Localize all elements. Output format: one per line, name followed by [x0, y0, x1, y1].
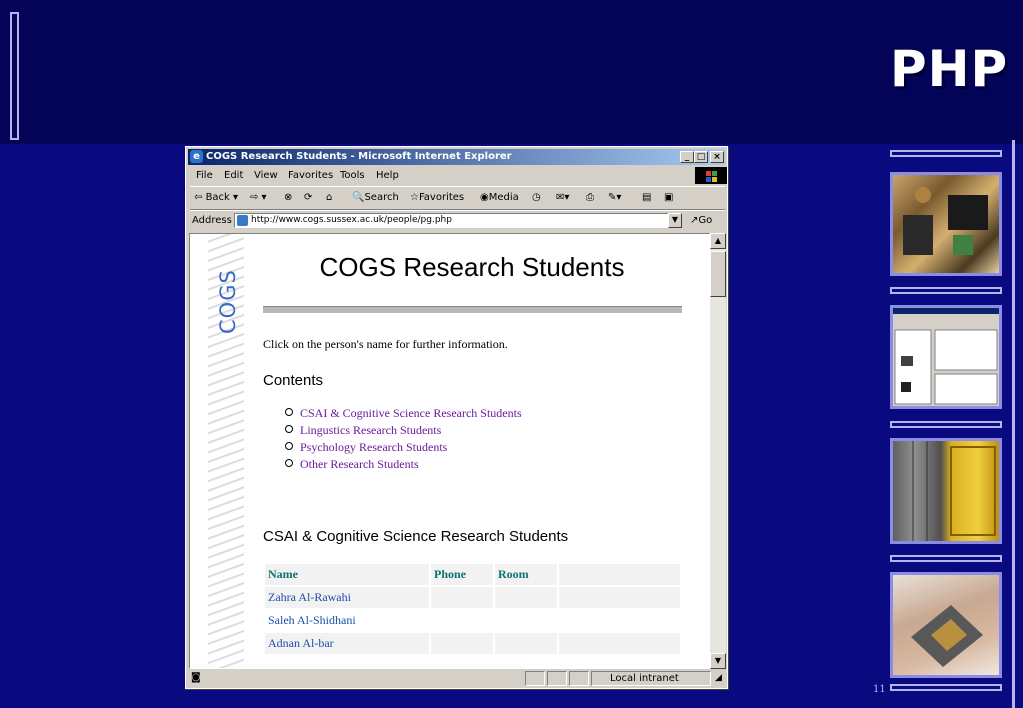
favorites-button[interactable]: ☆Favorites — [410, 192, 465, 203]
forward-button[interactable]: ⇨ ▾ — [250, 192, 267, 203]
discuss-icon[interactable]: ▤ — [642, 192, 652, 203]
address-value: http://www.cogs.sussex.ac.uk/people/pg.php — [251, 215, 452, 225]
link-csai[interactable]: CSAI & Cognitive Science Research Students — [300, 406, 522, 420]
list-item — [285, 440, 522, 457]
history-icon[interactable]: ◷ — [532, 192, 541, 203]
extra-cell — [559, 587, 680, 608]
student-name-link[interactable]: Adnan Al-bar — [265, 633, 429, 654]
media-button[interactable]: ◉Media — [480, 192, 519, 203]
phone-cell — [431, 587, 493, 608]
page-heading: COGS Research Students — [319, 252, 625, 282]
rail-divider — [890, 555, 1002, 562]
horizontal-rule — [263, 306, 682, 313]
menu-file[interactable]: File — [196, 170, 213, 181]
student-name-link[interactable]: Zahra Al-Rawahi — [265, 587, 429, 608]
menu-bar — [190, 167, 725, 184]
back-label: Back — [205, 192, 230, 203]
rail-divider — [890, 287, 1002, 294]
table-header-row — [265, 564, 680, 585]
col-header-name: Name — [265, 564, 429, 585]
address-bar — [190, 210, 725, 231]
refresh-icon[interactable]: ⟳ — [304, 192, 313, 203]
left-bracket-decoration — [10, 12, 19, 140]
favorites-label: Favorites — [418, 192, 465, 203]
rail-divider — [890, 150, 1002, 157]
table-row — [265, 633, 680, 654]
close-button[interactable]: × — [710, 151, 724, 163]
phone-cell — [431, 633, 493, 654]
slide-title: PHP — [890, 40, 1009, 98]
rail-divider — [890, 684, 1002, 691]
software-screenshot-image — [893, 308, 999, 406]
bullet-icon — [285, 408, 293, 416]
scroll-up-button[interactable]: ▲ — [710, 233, 726, 249]
page-status-icon: ◙ — [191, 672, 201, 683]
window-title: COGS Research Students - Microsoft Internet Explorer — [206, 151, 512, 162]
col-header-phone: Phone — [431, 564, 493, 585]
processor-image — [893, 575, 999, 675]
status-cell — [525, 671, 545, 686]
browser-window — [185, 146, 728, 689]
search-label: Search — [364, 192, 399, 203]
menu-edit[interactable]: Edit — [224, 170, 244, 181]
bullet-icon — [285, 425, 293, 433]
rail-divider — [890, 421, 1002, 428]
chip-die-thumbnail — [890, 438, 1002, 544]
room-cell — [495, 633, 557, 654]
go-button[interactable]: ↗Go — [690, 215, 713, 226]
circuit-board-image — [893, 175, 999, 273]
list-item — [285, 406, 522, 423]
bullet-icon — [285, 459, 293, 467]
security-zone — [591, 671, 711, 686]
table-row — [265, 587, 680, 608]
list-item — [285, 457, 522, 474]
address-input[interactable] — [234, 213, 682, 228]
circuit-board-thumbnail — [890, 172, 1002, 276]
go-label: Go — [698, 215, 713, 226]
status-cell — [547, 671, 567, 686]
address-label: Address — [192, 215, 232, 226]
table-row — [265, 610, 680, 631]
edit-icon[interactable]: ✎▾ — [608, 192, 622, 203]
media-label: Media — [488, 192, 519, 203]
maximize-button[interactable]: □ — [694, 151, 708, 163]
cogs-side-logo: COGS — [216, 269, 240, 334]
intro-text: Click on the person's name for further information. — [263, 337, 508, 351]
address-dropdown-button[interactable]: ▼ — [668, 213, 682, 228]
slide-page-number: 11 — [873, 684, 886, 695]
zone-label: Local intranet — [610, 673, 679, 684]
slide-header-band — [0, 0, 1023, 144]
software-window-thumbnail — [890, 305, 1002, 409]
page-viewport — [189, 233, 710, 669]
link-linguistics[interactable]: Lingustics Research Students — [300, 423, 442, 437]
status-cell — [569, 671, 589, 686]
windows-logo-icon — [695, 167, 727, 184]
ie-logo-icon: e — [190, 150, 203, 163]
menu-favorites[interactable]: Favorites — [288, 170, 334, 181]
extra-cell — [559, 610, 680, 631]
contents-heading: Contents — [263, 372, 324, 389]
messenger-icon[interactable]: ▣ — [664, 192, 674, 203]
page-icon — [237, 215, 248, 226]
processor-in-hand-thumbnail — [890, 572, 1002, 678]
menu-view[interactable]: View — [254, 170, 278, 181]
home-icon[interactable]: ⌂ — [326, 192, 333, 203]
menu-help[interactable]: Help — [376, 170, 399, 181]
resize-grip-icon[interactable]: ◢ — [715, 673, 722, 683]
link-other[interactable]: Other Research Students — [300, 457, 419, 471]
vertical-scrollbar[interactable] — [710, 233, 726, 669]
list-item — [285, 423, 522, 440]
room-cell — [495, 610, 557, 631]
back-button[interactable]: ⇦ Back ▾ — [194, 192, 239, 203]
bullet-icon — [285, 442, 293, 450]
menu-tools[interactable]: Tools — [340, 170, 365, 181]
section-heading: CSAI & Cognitive Science Research Students — [263, 528, 569, 545]
scroll-down-button[interactable]: ▼ — [710, 653, 726, 669]
scroll-thumb[interactable] — [710, 251, 726, 297]
toolbar — [190, 186, 725, 210]
search-button[interactable]: 🔍Search — [352, 192, 399, 203]
phone-cell — [431, 610, 493, 631]
room-cell — [495, 587, 557, 608]
stop-icon[interactable]: ⊗ — [284, 192, 293, 203]
print-icon[interactable]: ⎙ — [586, 192, 594, 203]
contents-list — [285, 406, 522, 474]
extra-cell — [559, 633, 680, 654]
col-header-room: Room — [495, 564, 557, 585]
student-name-link[interactable]: Saleh Al-Shidhani — [265, 610, 429, 631]
chip-die-image — [893, 441, 999, 541]
right-rail-decoration — [1012, 140, 1015, 708]
col-header-extra — [559, 564, 680, 585]
browser-titlebar[interactable] — [188, 149, 725, 165]
status-bar — [189, 670, 726, 687]
students-table — [263, 562, 682, 656]
link-psychology[interactable]: Psychology Research Students — [300, 440, 448, 454]
minimize-button[interactable]: _ — [680, 151, 694, 163]
mail-icon[interactable]: ✉▾ — [556, 192, 570, 203]
